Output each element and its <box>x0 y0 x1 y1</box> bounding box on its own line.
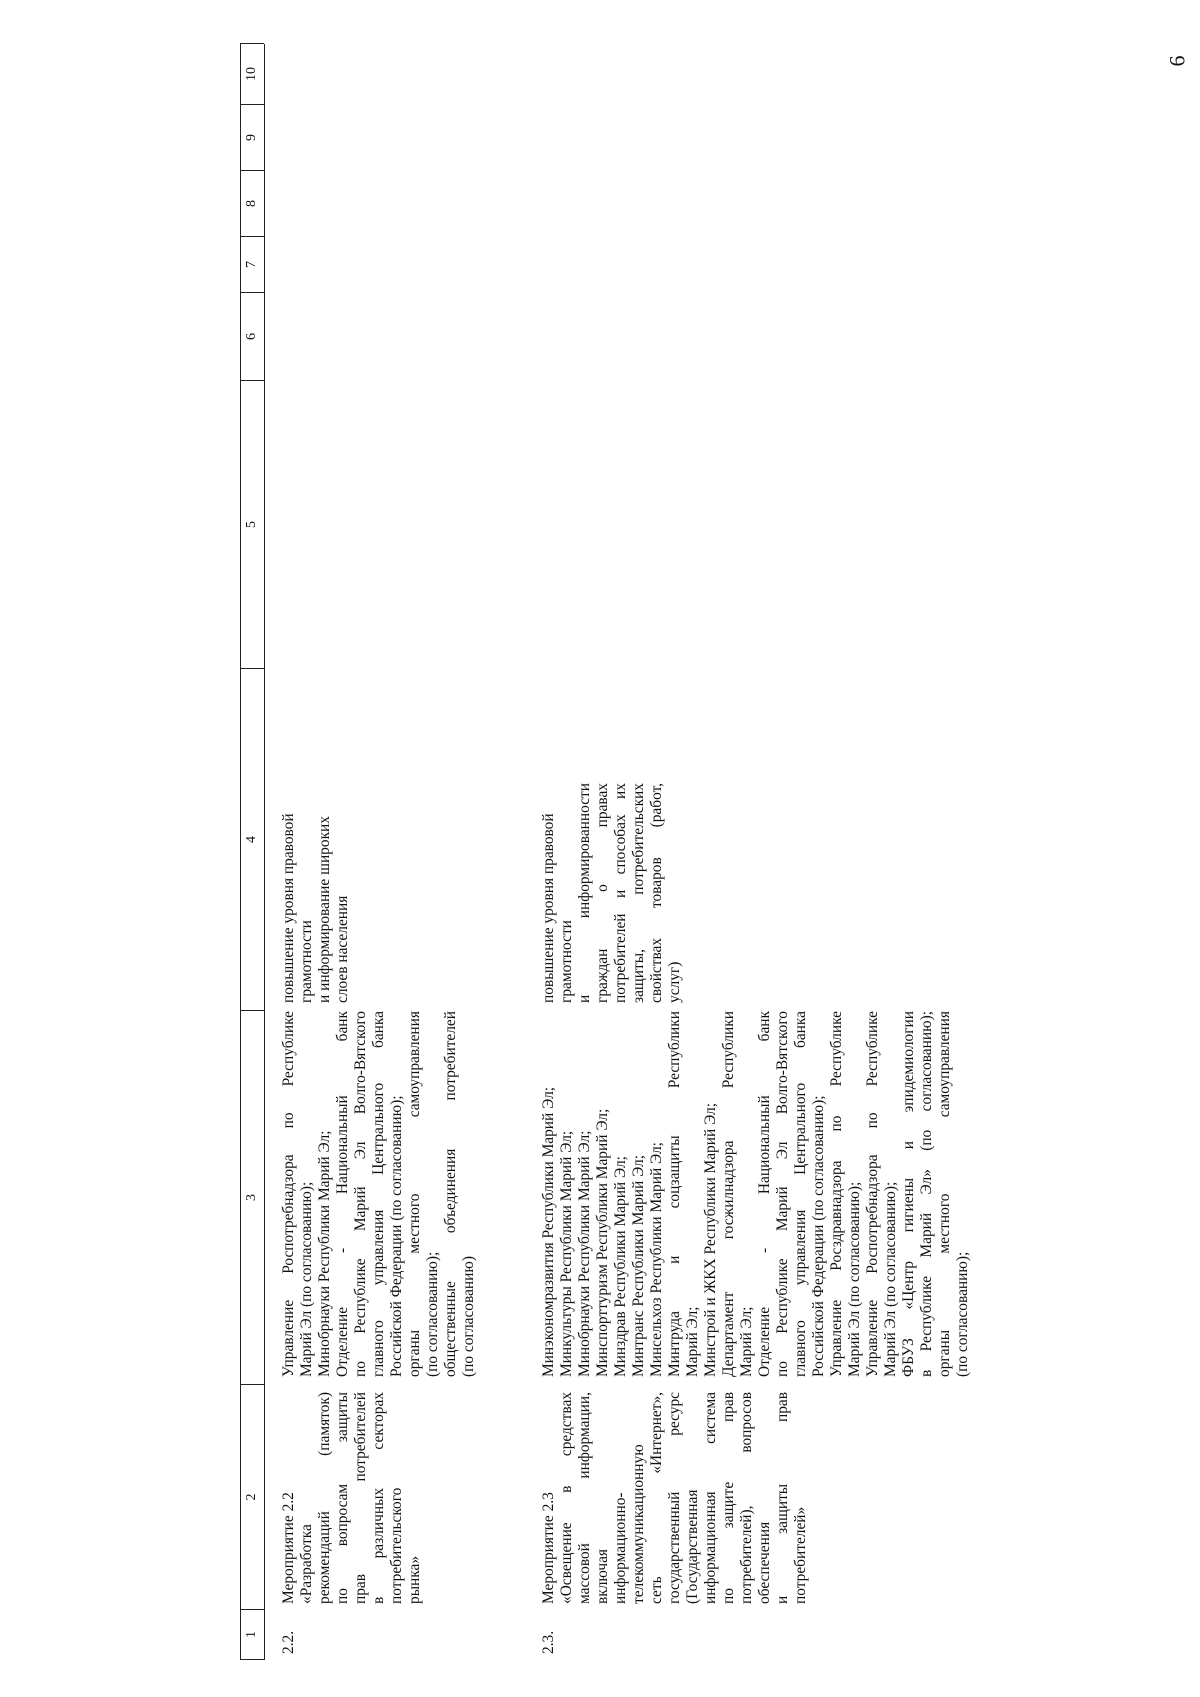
header-cell-3: 3 <box>240 1011 264 1385</box>
header-cell-8: 8 <box>240 171 264 237</box>
header-cell-2: 2 <box>240 1385 264 1610</box>
row-2-2-number: 2.2. <box>280 1630 297 1654</box>
header-cell-9: 9 <box>240 105 264 171</box>
row-2-2-activity: Мероприятие 2.2 «Разработка рекомендаций (памяток) по вопросам защиты прав потребителей в различных секторах потребительского рынка» <box>280 1392 423 1604</box>
header-cell-5: 5 <box>240 381 264 669</box>
header-cell-7: 7 <box>240 237 264 293</box>
row-2-2-result: повышение уровня правовой грамотности и информирование широких слоев населения <box>280 813 351 1003</box>
row-2-2-executors: Управление Роспотребнадзора по Республике Марий Эл (по согласованию); Минобрнауки Республики Марий Эл; Отделение - Национальный банк по Республике Марий Эл Волго-Вятского главного управления Центрального банка Российской Федерации (по согласованию); органы местного самоуправления (по согласованию); общественные объединения потребителей (по согласованию) <box>280 1011 477 1377</box>
header-right-border <box>240 43 264 44</box>
header-cell-10: 10 <box>240 44 264 105</box>
row-2-3-activity: Мероприятие 2.3 «Освещение в средствах массовой информации, включая информационно- телекоммуникационную сеть «Интернет», государственный ресурс (Государственная информационная система по защите прав потребителей), вопросов обеспечения и защиты прав потребителей» <box>540 1392 809 1604</box>
page-number: 6 <box>1164 55 1190 67</box>
row-2-3-number: 2.3. <box>540 1630 557 1654</box>
rotated-table <box>240 10 1200 1660</box>
header-cell-4: 4 <box>240 669 264 1011</box>
row-2-3-result: повышение уровня правовой грамотности и информированности граждан о правах потребителей и способах их защиты, потребительских свойствах товаров (работ, услуг) <box>540 783 683 1003</box>
header-cell-6: 6 <box>240 293 264 381</box>
header-top-rule <box>240 44 241 1660</box>
header-cell-1: 1 <box>240 1610 264 1660</box>
row-2-3-executors: Минэкономразвития Республики Марий Эл; Минкультуры Республики Марий Эл; Минобрнауки Республики Марий Эл; Минспорттуризм Республики Марий Эл; Минздрав Республики Марий Эл; Минтранс Республики Марий Эл; Минсельхоз Республики Марий Эл; Минтруда и соцзащиты Республики Марий Эл; Минстрой и ЖКХ Республики Марий Эл; Департамент госжилнадзора Республики Марий Эл; Отделение - Национальный банк по Республике Марий Эл Волго-Вятского главного управления Центрального банка Российской Федерации (по согласованию); Управление Росздравнадзора по Республике Марий Эл (по согласованию); Управление Роспотребнадзора по Республике Марий Эл (по согласованию); ФБУЗ «Центр гигиены и эпидемиологии в Республике Марий Эл» (по согласованию); органы местного самоуправления (по согласованию); <box>540 1011 971 1377</box>
header-bottom-rule <box>264 44 265 1660</box>
